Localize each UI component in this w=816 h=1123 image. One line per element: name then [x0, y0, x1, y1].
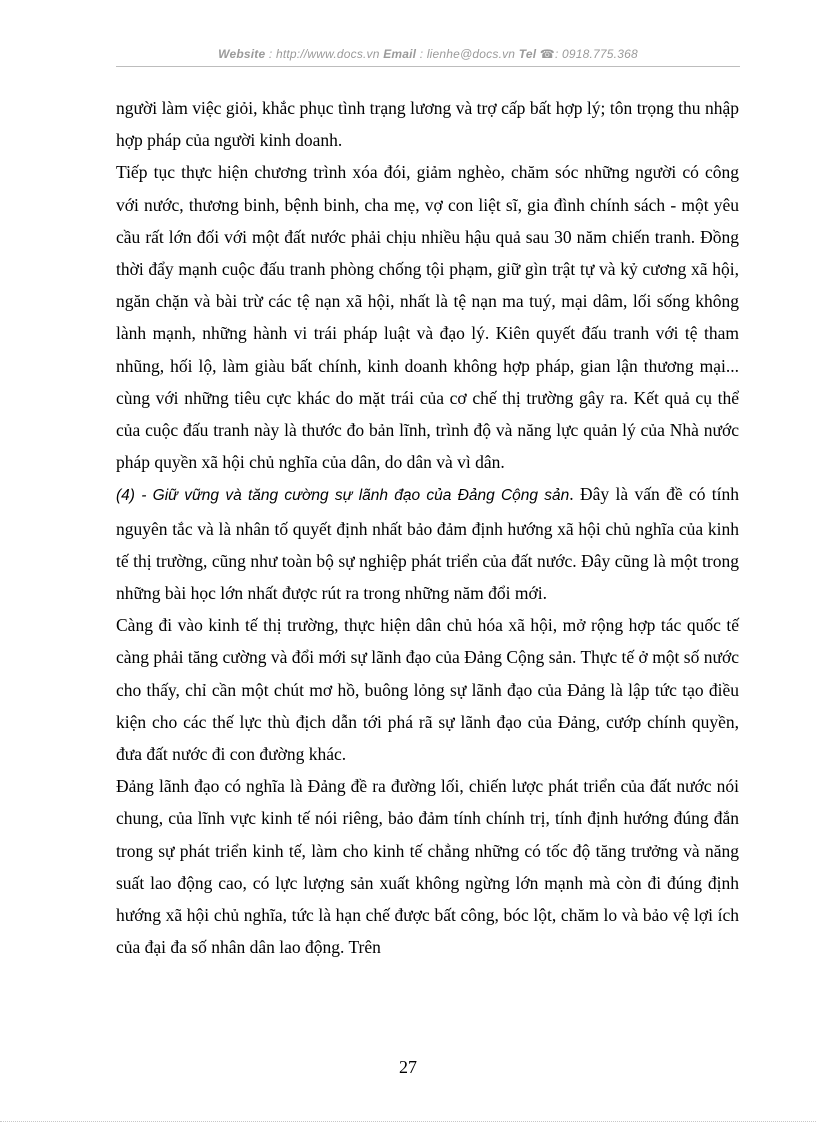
paragraph-4: Càng đi vào kinh tế thị trường, thực hiện dân chủ hóa xã hội, mở rộng hợp tác quốc tế càng phải tăng cường và đổi mới sự lãnh đạo của Đảng Cộng sản. Thực tế ở một số nước cho thấy, chỉ cần một chút mơ hồ, buông lỏng sự lãnh đạo của Đảng là lập tức tạo điều kiện cho các thế lực thù địch dẫn tới phá rã sự lãnh đạo của Đảng, cướp chính quyền, đưa đất nước đi con đường khác.: [116, 615, 739, 765]
header-divider: [116, 66, 740, 67]
tel-value: : 0918.775.368: [554, 47, 638, 61]
section-heading-4: (4) - Giữ vững và tăng cường sự lãnh đạo của Đảng Cộng sản: [116, 487, 570, 505]
paragraph-5: Đảng lãnh đạo có nghĩa là Đảng đề ra đường lối, chiến lược phát triển của đất nước nói chung, của lĩnh vực kinh tế nói riêng, bảo đảm tính chính trị, tính định hướng đúng đắn trong sự phát triển kinh tế, làm cho kinh tế chẳng những có tốc độ tăng trưởng và năng suất lao động cao, có lực lượng sản xuất không ngừng lớn mạnh mà còn đi đúng định hướng xã hội chủ nghĩa, tức là hạn chế được bất công, bóc lột, chăm lo và bảo vệ lợi ích của đại đa số nhân dân lao động. Trên: [116, 776, 739, 958]
paragraph-2: Tiếp tục thực hiện chương trình xóa đói, giảm nghèo, chăm sóc những người có công với nước, thương binh, bệnh binh, cha mẹ, vợ con liệt sĩ, gia đình chính sách - một yêu cầu rất lớn đối với một đất nước phải chịu nhiều hậu quả sau 30 năm chiến tranh. Đồng thời đẩy mạnh cuộc đấu tranh phòng chống tội phạm, giữ gìn trật tự và kỷ cương xã hội, ngăn chặn và bài trừ các tệ nạn xã hội, nhất là tệ nạn ma tuý, mại dâm, lối sống không lành mạnh, những hành vi trái pháp luật và đạo lý. Kiên quyết đấu tranh với tệ tham nhũng, hối lộ, làm giàu bất chính, kinh doanh không hợp pháp, gian lận thương mại... cùng với những tiêu cực khác do mặt trái của cơ chế thị trường gây ra. Kết quả cụ thể của cuộc đấu tranh này là thước đo bản lĩnh, trình độ và năng lực quản lý của Nhà nước pháp quyền xã hội chủ nghĩa của dân, do dân và vì dân.: [116, 162, 739, 473]
phone-icon: ☎: [539, 47, 555, 61]
page-bottom-border: [0, 1121, 816, 1122]
email-label: Email: [383, 47, 417, 61]
tel-label: Tel: [518, 47, 537, 61]
paragraph-3: [116, 478, 739, 609]
website-label: Website: [218, 47, 266, 61]
page-number: 27: [399, 1057, 417, 1077]
paragraph-1: người làm việc giỏi, khắc phục tình trạng lương và trợ cấp bất hợp lý; tôn trọng thu nhập hợp pháp của người kinh doanh.: [116, 98, 739, 151]
page-header: [116, 47, 740, 61]
website-value: : http://www.docs.vn: [268, 47, 380, 61]
paragraph-3-text: . Đây là vấn đề có tính nguyên tắc và là nhân tố quyết định nhất bảo đảm định hướng xã hội chủ nghĩa của kinh tế thị trường, cũng như toàn bộ sự nghiệp phát triển của đất nước. Đây cũng là một trong những bài học lớn nhất được rút ra trong những năm đổi mới.: [116, 484, 740, 604]
document-body: [116, 92, 739, 963]
email-value: : lienhe@docs.vn: [419, 47, 516, 61]
